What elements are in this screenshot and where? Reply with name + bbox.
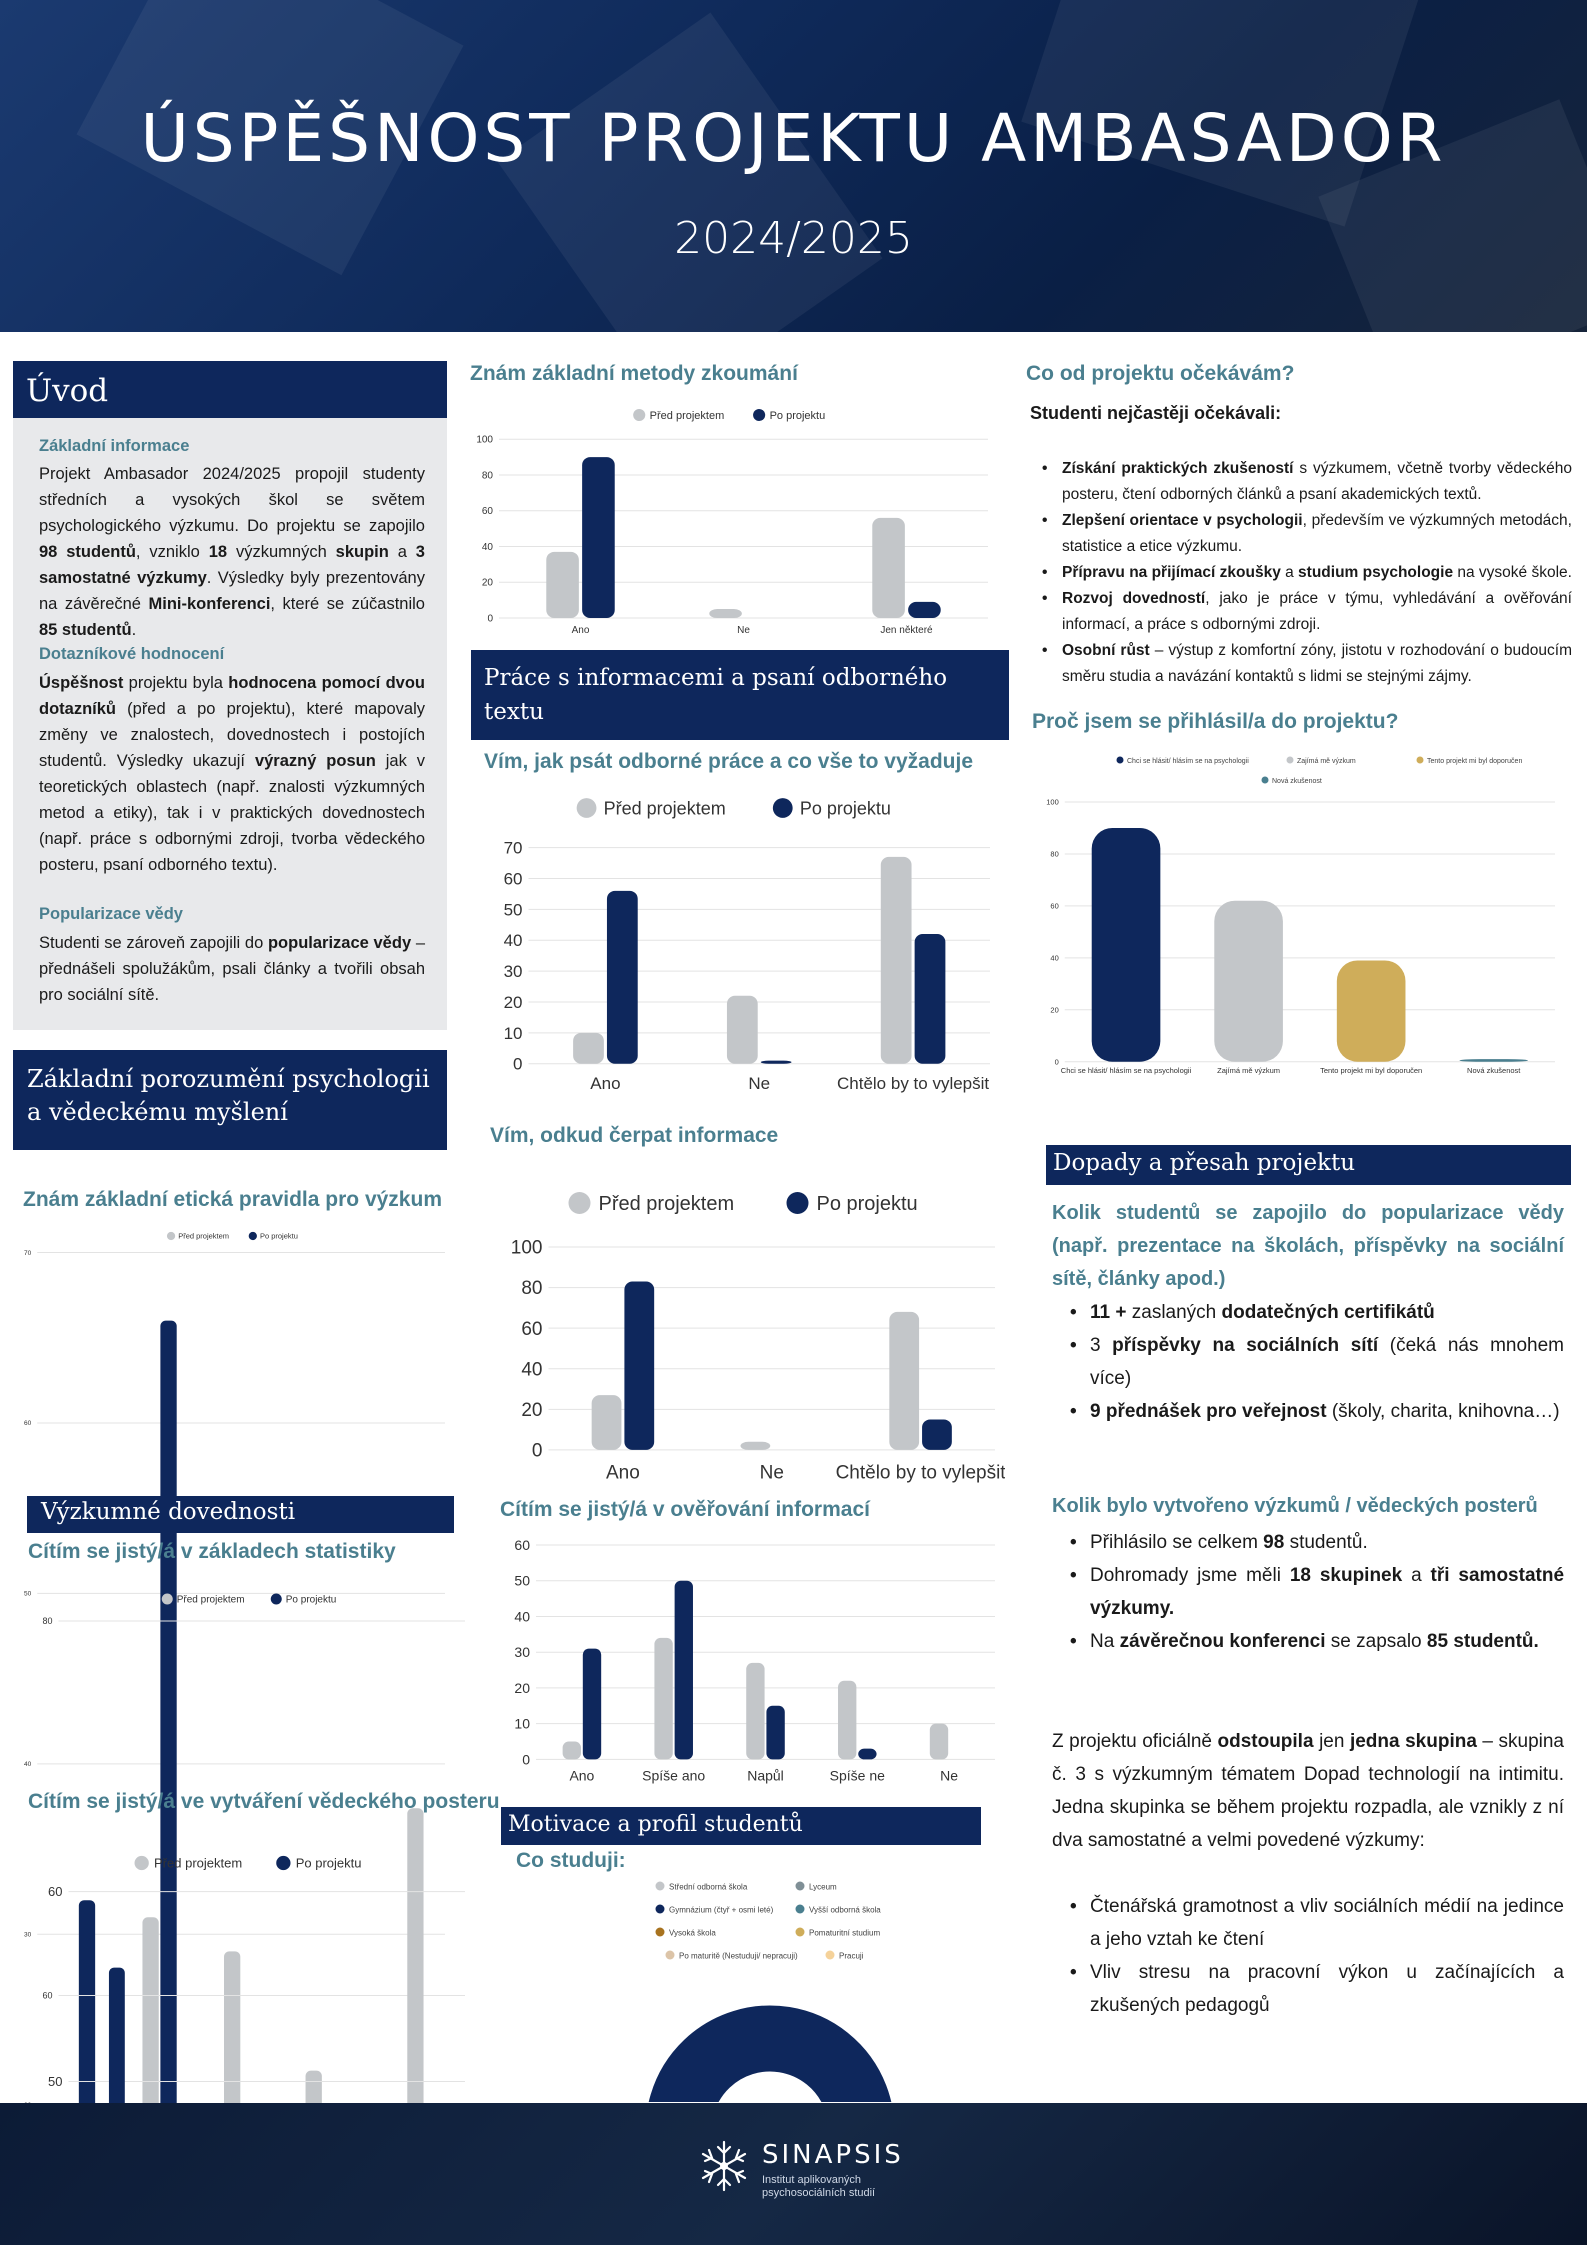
legend-label: Před projektem xyxy=(178,1231,230,1241)
x-tick-label: Tento projekt mi byl doporučen xyxy=(1320,1066,1423,1075)
expectations-title: Co od projektu očekávám? xyxy=(1026,362,1295,385)
legend-label: Tento projekt mi byl doporučen xyxy=(1427,758,1523,765)
chart-svg xyxy=(468,403,998,641)
bar xyxy=(654,1638,672,1759)
x-tick-label: Ne xyxy=(748,1074,771,1094)
ethics-chart-title: Znám základní etická pravidla pro výzkum xyxy=(23,1188,442,1211)
x-tick-label: Ne xyxy=(940,1767,959,1784)
list-item: • Dohromady jsme měli 18 skupinek a tři samostatné výzkumy. xyxy=(1068,1559,1564,1625)
signup-chart-title: Proč jsem se přihlásil/a do projektu? xyxy=(1032,710,1399,733)
x-tick-label: Chtělo by to vylepšit xyxy=(837,1074,990,1094)
motivation-heading: Motivace a profil studentů xyxy=(508,1812,803,1837)
x-tick-label: Chci se hlásit/ hlásím se na psychologii xyxy=(1060,1066,1192,1075)
basic-understanding-banner xyxy=(13,1050,447,1150)
y-tick-label: 50 xyxy=(514,1572,530,1589)
y-tick-label: 20 xyxy=(481,577,493,589)
x-tick-label: Chtělo by to vylepšit xyxy=(835,1462,1005,1484)
legend-swatch xyxy=(796,1905,805,1914)
list-item: • Rozvoj dovedností, jako je práce v týmu, vyhledávání a ověřování informací, a práce s odbornými zdroji. xyxy=(1040,586,1572,638)
info-work-heading: Práce s informacemi a psaní odborného textu xyxy=(484,665,948,725)
bar xyxy=(727,996,758,1064)
study-donut-chart xyxy=(580,1872,960,2102)
x-tick-label: Napůl xyxy=(747,1767,784,1784)
bar xyxy=(858,1749,876,1760)
y-tick-label: 0 xyxy=(513,1054,523,1074)
bar xyxy=(908,602,941,618)
bar xyxy=(746,1663,764,1759)
expectations-lead: Studenti nejčastěji očekávali: xyxy=(1030,403,1282,423)
legend-swatch xyxy=(796,1928,805,1937)
bar xyxy=(709,609,742,618)
y-tick-label: 60 xyxy=(481,506,493,518)
legend-label: Před projektem xyxy=(176,1594,245,1606)
list-item: • 9 přednášek pro veřejnost (školy, charita, knihovna…) xyxy=(1068,1395,1564,1428)
y-tick-label: 60 xyxy=(42,1990,53,2001)
y-tick-label: 30 xyxy=(503,962,523,982)
chart-svg xyxy=(1040,750,1565,1080)
y-tick-label: 20 xyxy=(503,992,523,1012)
y-tick-label: 30 xyxy=(24,1931,32,1939)
y-tick-label: 60 xyxy=(503,869,523,889)
sinapsis-logo xyxy=(696,2134,916,2200)
y-tick-label: 40 xyxy=(24,1761,32,1769)
basic-info-text: Projekt Ambasador 2024/2025 propojil studenty středních a vysokých škol se světem psychologického výzkumu. Do projektu se zapojilo 98 studentů, vzniklo 18 výzkumných skupin a 3 samostatné výzkumy. Výsledky byly prezentovány na závěrečné Mini-konferenci, které se zúčastnilo 85 studentů. xyxy=(39,465,425,639)
y-tick-label: 0 xyxy=(1054,1057,1059,1067)
legend-label: Gymnázium (čtyř + osmi leté) xyxy=(669,1905,774,1915)
list-item: • Osobní růst – výstup z komfortní zóny, jistotu v rozhodování o budoucím směru studia a navázání kontaktů s lidmi se stejnými zájmy. xyxy=(1040,638,1572,690)
methods-chart-title: Znám základní metody zkoumání xyxy=(470,362,798,385)
bar xyxy=(872,518,905,618)
bar xyxy=(930,1724,948,1760)
bar xyxy=(573,1033,604,1064)
y-tick-label: 20 xyxy=(514,1679,530,1696)
list-item: • Získání praktických zkušeností s výzkumem, včetně tvorby vědeckého posteru, čtení odborných článků a psaní akademických textů. xyxy=(1040,456,1572,508)
eval-text: Úspěšnost projektu byla hodnocena pomocí dvou dotazníků (před a po projektu), které mapovaly změny ve znalostech, dovednostech i postojích studentů. Výsledky ukazují výrazný posun jak v teoretických oblastech (např. znalosti výzkumných metod a etiky), tak i v praktických dovednostech (např. práce s odbornými zdroji, tvorba vědeckého posteru, psaní odborného textu). xyxy=(39,674,425,874)
legend-swatch xyxy=(787,1192,809,1214)
x-tick-label: Spíše ano xyxy=(642,1767,706,1784)
x-tick-label: Ano xyxy=(571,625,590,636)
list-item: • 3 příspěvky na sociálních sítí (čeká nás mnohem více) xyxy=(1068,1329,1564,1395)
x-tick-label: Nová zkušenost xyxy=(1467,1066,1521,1075)
legend-label: Po projektu xyxy=(285,1594,337,1606)
legend-swatch xyxy=(656,1928,665,1937)
x-tick-label: Ano xyxy=(590,1074,621,1094)
legend-label: Pomaturitní studium xyxy=(809,1928,881,1938)
legend-swatch xyxy=(577,798,597,818)
y-tick-label: 10 xyxy=(514,1715,530,1732)
y-tick-label: 100 xyxy=(476,434,493,446)
bar xyxy=(889,1312,919,1450)
chart-svg xyxy=(495,1535,1005,1790)
statistics-chart-title: Cítím se jistý/á v základech statistiky xyxy=(28,1540,396,1563)
bar xyxy=(915,934,946,1064)
impact-heading: Dopady a přesah projektu xyxy=(1053,1150,1356,1176)
bar xyxy=(922,1419,952,1449)
y-tick-label: 50 xyxy=(48,2074,63,2090)
impact-list-2 xyxy=(1068,1526,1564,1658)
page-title: ÚSPĚŠNOST PROJEKTU AMBASADOR xyxy=(140,100,1447,177)
legend-swatch xyxy=(656,1882,665,1891)
bar xyxy=(761,1061,792,1064)
intro-banner xyxy=(13,361,447,418)
impact-banner xyxy=(1046,1145,1571,1185)
bar xyxy=(563,1742,581,1760)
legend-label: Po maturitě (Nestuduji/ nepracuji) xyxy=(679,1951,798,1961)
verification-chart-title: Cítím se jistý/á v ověřování informací xyxy=(500,1498,870,1521)
legend-swatch xyxy=(753,409,765,421)
bar xyxy=(583,1649,601,1760)
popularization-title: Popularizace vědy xyxy=(39,905,183,923)
withdraw-list xyxy=(1068,1890,1564,2022)
impact-list-1 xyxy=(1068,1296,1564,1428)
sources-chart xyxy=(495,1185,1005,1490)
legend-swatch xyxy=(773,798,793,818)
legend-label: Po projektu xyxy=(799,798,891,819)
legend-label: Nová zkušenost xyxy=(1272,778,1322,785)
legend-label: Vysoká škola xyxy=(669,1928,716,1938)
bar xyxy=(740,1442,770,1450)
y-tick-label: 50 xyxy=(24,1590,32,1598)
bar xyxy=(1459,1059,1528,1062)
legend-swatch xyxy=(666,1951,675,1960)
x-tick-label: Ne xyxy=(737,625,750,636)
y-tick-label: 0 xyxy=(522,1751,530,1768)
intro-heading: Úvod xyxy=(26,373,109,409)
legend-swatch xyxy=(1117,757,1124,764)
list-item: • Přihlásilo se celkem 98 studentů. xyxy=(1068,1526,1564,1559)
donut-slice xyxy=(645,2005,895,2102)
y-tick-label: 80 xyxy=(42,1616,53,1627)
legend-label: Chci se hlásit/ hlásím se na psychologii xyxy=(1127,758,1249,765)
y-tick-label: 80 xyxy=(521,1278,543,1300)
y-tick-label: 60 xyxy=(521,1318,543,1340)
y-tick-label: 20 xyxy=(521,1399,543,1421)
chart-svg xyxy=(580,1872,960,2102)
bar xyxy=(1337,960,1406,1061)
bar xyxy=(1092,828,1161,1062)
bar xyxy=(546,552,579,618)
basic-understanding-heading: Základní porozumění psychologii a vědeckému myšlení xyxy=(27,1065,430,1126)
bar xyxy=(624,1281,654,1449)
legend-swatch xyxy=(1417,757,1424,764)
research-skills-heading: Výzkumné dovednosti xyxy=(41,1499,296,1525)
sources-chart-title: Vím, odkud čerpat informace xyxy=(490,1124,779,1147)
impact-question-2: Kolik bylo vytvořeno výzkumů / vědeckých posterů xyxy=(1052,1495,1538,1517)
snowflake-logo-icon xyxy=(696,2138,752,2194)
legend-label: Před projektem xyxy=(649,409,725,422)
bar xyxy=(607,891,638,1064)
x-tick-label: Zajímá mě výzkum xyxy=(1217,1066,1281,1075)
legend-label: Zajímá mě výzkum xyxy=(1297,758,1356,765)
list-item: • Vliv stresu na pracovní výkon u začínajících a zkušených pedagogů xyxy=(1068,1956,1564,2022)
legend-label: Pracuji xyxy=(839,1951,864,1961)
x-tick-label: Jen některé xyxy=(880,625,933,636)
list-item: • Přípravu na přijímací zkoušky a studium psychologie na vysoké škole. xyxy=(1040,560,1572,586)
legend-swatch xyxy=(276,1856,290,1870)
y-tick-label: 0 xyxy=(531,1440,543,1462)
y-tick-label: 70 xyxy=(503,838,523,858)
list-item: • 11 + zaslaných dodatečných certifikátů xyxy=(1068,1296,1564,1329)
y-tick-label: 20 xyxy=(1050,1005,1059,1015)
legend-swatch xyxy=(633,409,645,421)
eval-title: Dotazníkové hodnocení xyxy=(39,645,225,663)
legend-label: Před projektem xyxy=(154,1855,243,1871)
legend-label: Před projektem xyxy=(598,1193,735,1216)
writing-chart xyxy=(480,790,1000,1100)
legend-label: Vyšší odborná škola xyxy=(809,1905,881,1915)
y-tick-label: 70 xyxy=(24,1249,32,1257)
legend-swatch xyxy=(796,1882,805,1891)
x-tick-label: Spíše ne xyxy=(829,1767,885,1784)
list-item: • Čtenářská gramotnost a vliv sociálních médií na jedince a jeho vztah ke čtení xyxy=(1068,1890,1564,1956)
bar xyxy=(881,857,912,1064)
basic-info-title: Základní informace xyxy=(39,437,190,455)
brand-subtitle: Institut aplikovaných psychosociálních studií xyxy=(762,2174,876,2199)
bar xyxy=(592,1395,622,1450)
motivation-banner xyxy=(501,1807,981,1845)
legend-label: Po projektu xyxy=(259,1231,298,1241)
bar xyxy=(766,1706,784,1760)
legend-swatch xyxy=(249,1232,257,1240)
legend-swatch xyxy=(1287,757,1294,764)
y-tick-label: 60 xyxy=(1050,901,1059,911)
verification-chart xyxy=(495,1535,1005,1790)
y-tick-label: 40 xyxy=(514,1608,530,1625)
legend-swatch xyxy=(167,1232,175,1240)
page-subtitle-year: 2024/2025 xyxy=(674,213,913,264)
x-tick-label: Ano xyxy=(569,1767,595,1784)
y-tick-label: 10 xyxy=(503,1023,523,1043)
legend-swatch xyxy=(1262,777,1269,784)
legend-swatch xyxy=(826,1951,835,1960)
list-item: • Na závěrečnou konferenci se zapsalo 85 studentů. xyxy=(1068,1625,1564,1658)
legend-label: Střední odborná škola xyxy=(669,1882,748,1892)
popularization-text: Studenti se zároveň zapojili do popularizace vědy – přednášeli spolužákům, psali články a tvořili obsah pro sociální sítě. xyxy=(39,934,425,1004)
writing-chart-title: Vím, jak psát odborné práce a co vše to vyžaduje xyxy=(484,750,974,773)
x-tick-label: Ano xyxy=(606,1462,640,1484)
y-tick-label: 50 xyxy=(503,900,523,920)
legend-swatch xyxy=(162,1594,173,1605)
bar xyxy=(838,1681,856,1760)
signup-chart xyxy=(1040,750,1565,1080)
bar xyxy=(1214,901,1283,1062)
brand-name: SINAPSIS xyxy=(762,2140,904,2170)
expectations-list xyxy=(1040,456,1572,690)
chart-svg xyxy=(495,1185,1005,1490)
legend-swatch xyxy=(271,1594,282,1605)
methods-chart xyxy=(468,403,998,641)
y-tick-label: 100 xyxy=(1046,797,1059,807)
y-tick-label: 60 xyxy=(514,1536,530,1553)
legend-swatch xyxy=(135,1856,149,1870)
y-tick-label: 100 xyxy=(510,1237,543,1259)
y-tick-label: 40 xyxy=(521,1359,543,1381)
legend-label: Po projektu xyxy=(769,409,826,422)
y-tick-label: 40 xyxy=(503,931,523,951)
legend-swatch xyxy=(656,1905,665,1914)
bar xyxy=(582,457,615,618)
header-banner xyxy=(0,0,1587,332)
withdraw-text: Z projektu oficiálně odstoupila jen jedna skupina – skupina č. 3 s výzkumným tématem Dopad technologií na intimitu. Jedna skupinka se během projektu rozpadla, ale vznikly z ní dva samostatné a velmi povedené výzkumy: xyxy=(1052,1731,1565,1851)
research-skills-banner xyxy=(27,1496,454,1533)
chart-svg xyxy=(480,790,1000,1100)
impact-question-1: Kolik studentů se zapojilo do popularizace vědy (např. prezentace na školách, příspěvky na sociální sítě, články apod.) xyxy=(1052,1202,1564,1290)
x-tick-label: Ne xyxy=(759,1462,784,1484)
poster-chart-title: Cítím se jistý/á ve vytváření vědeckého posteru xyxy=(28,1790,500,1813)
bar xyxy=(675,1581,693,1760)
y-tick-label: 80 xyxy=(481,470,493,482)
y-tick-label: 40 xyxy=(481,541,493,553)
legend-label: Po projektu xyxy=(295,1855,362,1871)
y-tick-label: 30 xyxy=(514,1644,530,1661)
y-tick-label: 40 xyxy=(1050,953,1059,963)
legend-label: Lyceum xyxy=(809,1882,837,1892)
y-tick-label: 0 xyxy=(487,613,493,625)
study-chart-title: Co studuji: xyxy=(516,1849,626,1872)
y-tick-label: 80 xyxy=(1050,849,1059,859)
list-item: • Zlepšení orientace v psychologii, především ve výzkumných metodách, statistice a etice výzkumu. xyxy=(1040,508,1572,560)
y-tick-label: 60 xyxy=(48,1884,63,1900)
legend-swatch xyxy=(569,1192,591,1214)
y-tick-label: 60 xyxy=(24,1420,32,1428)
legend-label: Po projektu xyxy=(816,1193,918,1216)
legend-label: Před projektem xyxy=(603,798,726,819)
info-work-banner xyxy=(471,650,1009,740)
